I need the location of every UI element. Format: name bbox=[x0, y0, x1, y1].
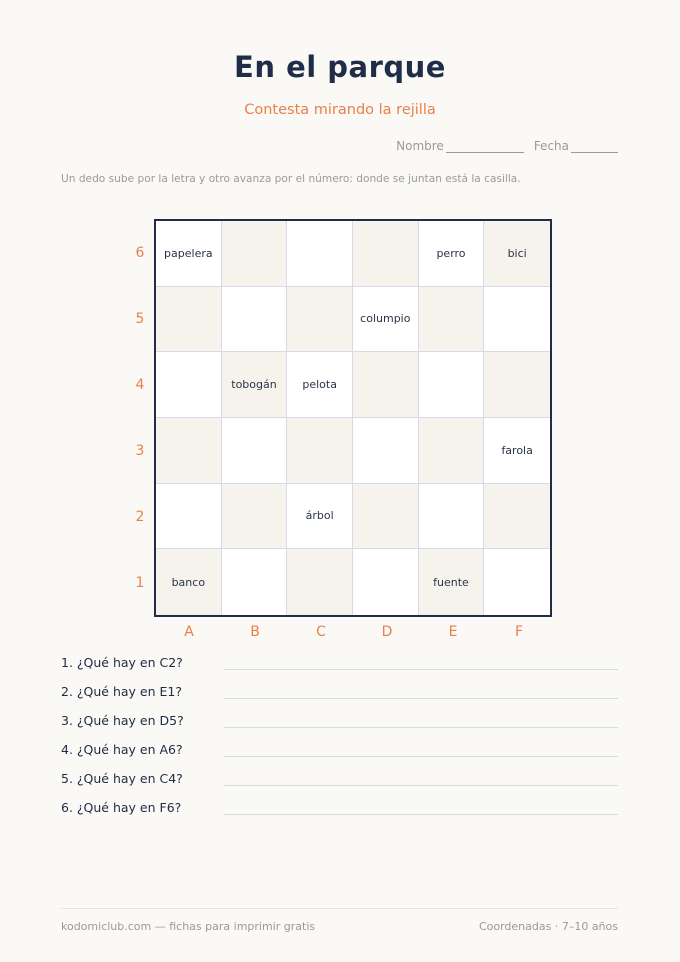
grid-cell-E5 bbox=[419, 287, 485, 353]
question-text: 3. ¿Qué hay en D5? bbox=[61, 713, 184, 728]
column-label: E bbox=[448, 624, 458, 640]
grid-cell-F3: farola bbox=[484, 418, 550, 484]
grid-cell-A5 bbox=[156, 287, 222, 353]
page-title: En el parque bbox=[234, 50, 446, 84]
grid-cell-E3 bbox=[419, 418, 485, 484]
grid-cell-B6 bbox=[222, 221, 288, 287]
answer-line[interactable] bbox=[224, 756, 618, 757]
row-label: 3 bbox=[135, 443, 145, 459]
column-label: C bbox=[316, 624, 326, 640]
name-label: Nombre bbox=[396, 139, 444, 153]
footer-divider bbox=[61, 908, 618, 909]
grid-cell-D5: columpio bbox=[353, 287, 419, 353]
column-label: A bbox=[184, 624, 194, 640]
column-label: D bbox=[381, 624, 393, 640]
footer-site: kodomiclub.com — fichas para imprimir gratis bbox=[61, 920, 316, 933]
question-text: 1. ¿Qué hay en C2? bbox=[61, 655, 183, 670]
question-text: 4. ¿Qué hay en A6? bbox=[61, 742, 183, 757]
grid-cell-F2 bbox=[484, 484, 550, 550]
grid-cell-F5 bbox=[484, 287, 550, 353]
grid-cell-C4: pelota bbox=[287, 352, 353, 418]
grid-cell-A3 bbox=[156, 418, 222, 484]
row-label: 6 bbox=[135, 245, 145, 261]
coordinate-grid bbox=[154, 219, 552, 617]
grid-cell-A1: banco bbox=[156, 549, 222, 615]
name-date-fields bbox=[396, 139, 618, 153]
name-field[interactable] bbox=[446, 141, 524, 153]
grid-cell-D1 bbox=[353, 549, 419, 615]
grid-cell-F1 bbox=[484, 549, 550, 615]
grid-cell-C3 bbox=[287, 418, 353, 484]
grid-cell-B1 bbox=[222, 549, 288, 615]
grid-cell-A6: papelera bbox=[156, 221, 222, 287]
grid-cell-E6: perro bbox=[419, 221, 485, 287]
grid-cell-B4: tobogán bbox=[222, 352, 288, 418]
grid-cell-F6: bici bbox=[484, 221, 550, 287]
grid-cell-A2 bbox=[156, 484, 222, 550]
answer-line[interactable] bbox=[224, 785, 618, 786]
grid-cell-E4 bbox=[419, 352, 485, 418]
grid-cell-C2: árbol bbox=[287, 484, 353, 550]
grid-cell-C5 bbox=[287, 287, 353, 353]
grid-cell-B2 bbox=[222, 484, 288, 550]
grid-cell-E2 bbox=[419, 484, 485, 550]
date-field[interactable] bbox=[571, 141, 618, 153]
grid-cell-B3 bbox=[222, 418, 288, 484]
grid-cell-D4 bbox=[353, 352, 419, 418]
question-text: 5. ¿Qué hay en C4? bbox=[61, 771, 183, 786]
answer-line[interactable] bbox=[224, 698, 618, 699]
column-label: F bbox=[514, 624, 524, 640]
page-subtitle: Contesta mirando la rejilla bbox=[244, 102, 436, 118]
grid-cell-D3 bbox=[353, 418, 419, 484]
row-label: 2 bbox=[135, 509, 145, 525]
answer-line[interactable] bbox=[224, 727, 618, 728]
answer-line[interactable] bbox=[224, 669, 618, 670]
row-label: 4 bbox=[135, 377, 145, 393]
date-label: Fecha bbox=[533, 139, 569, 153]
question-text: 6. ¿Qué hay en F6? bbox=[61, 800, 182, 815]
grid-cell-F4 bbox=[484, 352, 550, 418]
column-label: B bbox=[250, 624, 260, 640]
grid-cell-E1: fuente bbox=[419, 549, 485, 615]
grid-cell-D6 bbox=[353, 221, 419, 287]
row-label: 5 bbox=[135, 311, 145, 327]
grid-cell-A4 bbox=[156, 352, 222, 418]
question-text: 2. ¿Qué hay en E1? bbox=[61, 684, 182, 699]
grid-cell-D2 bbox=[353, 484, 419, 550]
grid-cell-B5 bbox=[222, 287, 288, 353]
grid-cell-C1 bbox=[287, 549, 353, 615]
footer-topic: Coordenadas · 7–10 años bbox=[478, 920, 618, 933]
row-label: 1 bbox=[135, 575, 145, 591]
grid-cell-C6 bbox=[287, 221, 353, 287]
answer-line[interactable] bbox=[224, 814, 618, 815]
instructions: Un dedo sube por la letra y otro avanza por el número: donde se juntan está la casilla. bbox=[61, 173, 521, 185]
